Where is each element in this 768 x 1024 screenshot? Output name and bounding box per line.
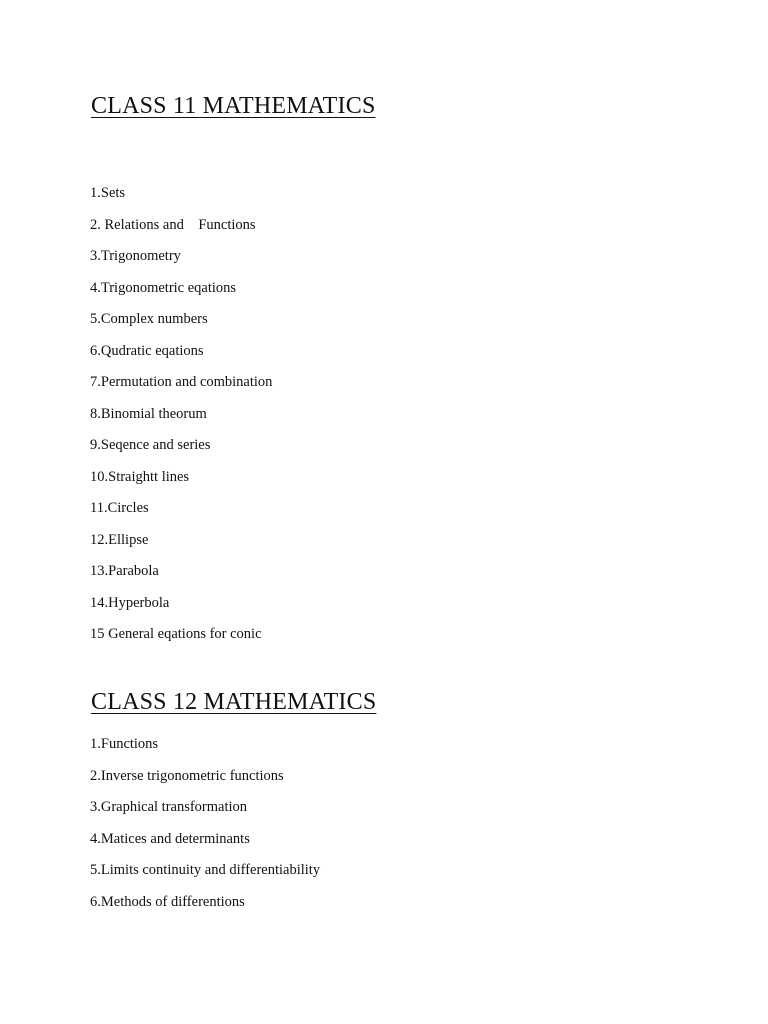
topic-item: 12.Ellipse — [90, 531, 149, 548]
topic-item: 1.Functions — [90, 736, 159, 752]
topic-item: 10.Straightt lines — [90, 468, 190, 485]
topic-item: 7.Permutation and combination — [90, 374, 273, 390]
topic-item: 14.Hyperbola — [90, 594, 170, 611]
topic-item: 3.Graphical transformation — [90, 799, 248, 815]
topic-item: 11.Circles — [90, 500, 149, 516]
class-11-heading: CLASS 11 MATHEMATICS — [91, 93, 376, 119]
class-11-topic-list — [90, 184, 272, 657]
topic-item: 2.Inverse trigonometric functions — [90, 767, 284, 784]
topic-item: 15 General eqations for conic — [90, 626, 262, 642]
topic-item: 4.Trigonometric eqations — [90, 279, 237, 296]
topic-item: 6.Qudratic eqations — [90, 342, 204, 359]
class-12-heading: CLASS 12 MATHEMATICS — [91, 689, 377, 715]
topic-item: 4.Matices and determinants — [90, 830, 250, 847]
topic-item: 9.Seqence and series — [90, 437, 211, 453]
topic-item: 8.Binomial theorum — [90, 405, 207, 422]
topic-item: 1.Sets — [90, 185, 126, 201]
topic-item: 13.Parabola — [90, 563, 159, 579]
topic-item: 5.Complex numbers — [90, 311, 208, 327]
topic-item: 3.Trigonometry — [90, 248, 181, 264]
topic-item: 2. Relations and Functions — [90, 216, 256, 233]
topic-item: 6.Methods of differentions — [90, 893, 245, 910]
class-12-topic-list — [90, 735, 320, 924]
topic-item: 5.Limits continuity and differentiability — [90, 862, 321, 878]
